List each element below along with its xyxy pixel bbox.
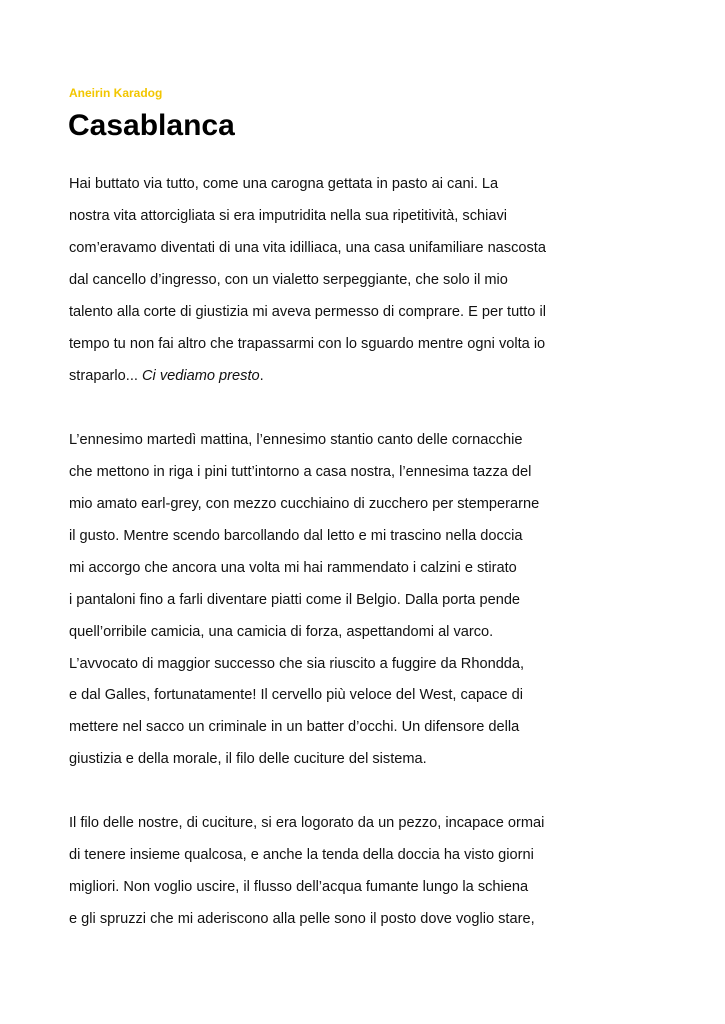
- author-name: Aneirin Karadog: [69, 86, 163, 100]
- paragraph-1-line-3: com’eravamo diventati di una vita idilliaca, una casa unifamiliare nascosta: [69, 240, 546, 256]
- paragraph-3-line-4: e gli spruzzi che mi aderiscono alla pelle sono il posto dove voglio stare,: [69, 911, 535, 927]
- paragraph-2-line-10: mettere nel sacco un criminale in un batter d’occhi. Un difensore della: [69, 719, 520, 735]
- italic-phrase: Ci vediamo presto: [142, 368, 260, 384]
- paragraph-1-line-5: talento alla corte di giustizia mi aveva permesso di comprare. E per tutto il: [69, 304, 546, 320]
- paragraph-3-line-2: di tenere insieme qualcosa, e anche la tenda della doccia ha visto giorni: [69, 847, 534, 863]
- paragraph-2-line-7: quell’orribile camicia, una camicia di forza, aspettandomi al varco.: [69, 624, 494, 640]
- paragraph-2-line-8: L’avvocato di maggior successo che sia riuscito a fuggire da Rhondda,: [69, 656, 525, 672]
- paragraph-3-line-3: migliori. Non voglio uscire, il flusso dell’acqua fumante lungo la schiena: [69, 879, 529, 895]
- paragraph-1-line-7: [69, 367, 264, 385]
- paragraph-1-line-2: nostra vita attorcigliata si era imputridita nella sua ripetitività, schiavi: [69, 208, 508, 224]
- paragraph-2-line-3: mio amato earl-grey, con mezzo cucchiaino di zucchero per stemperarne: [69, 496, 540, 512]
- paragraph-1-line-4: dal cancello d’ingresso, con un vialetto serpeggiante, che solo il mio: [69, 272, 508, 288]
- paragraph-1-line-7-prefix: straparlo...: [69, 368, 142, 384]
- paragraph-2-line-4: il gusto. Mentre scendo barcollando dal letto e mi trascino nella doccia: [69, 528, 523, 544]
- paragraph-1-line-6: tempo tu non fai altro che trapassarmi con lo sguardo mentre ogni volta io: [69, 336, 546, 352]
- paragraph-2-line-6: i pantaloni fino a farli diventare piatti come il Belgio. Dalla porta pende: [69, 592, 521, 608]
- paragraph-2-line-9: e dal Galles, fortunatamente! Il cervello più veloce del West, capace di: [69, 687, 524, 703]
- paragraph-1-line-7-suffix: .: [259, 368, 264, 384]
- paragraph-2-line-2: che mettono in riga i pini tutt’intorno a casa nostra, l’ennesima tazza del: [69, 464, 532, 480]
- paragraph-3-line-1: Il filo delle nostre, di cuciture, si era logorato da un pezzo, incapace ormai: [69, 815, 545, 831]
- page-title: Casablanca: [68, 109, 235, 142]
- paragraph-2-line-1: L’ennesimo martedì mattina, l’ennesimo stantio canto delle cornacchie: [69, 432, 523, 448]
- paragraph-2-line-11: giustizia e della morale, il filo delle cuciture del sistema.: [69, 751, 427, 767]
- paragraph-1-line-1: Hai buttato via tutto, come una carogna gettata in pasto ai cani. La: [69, 176, 499, 192]
- paragraph-2-line-5: mi accorgo che ancora una volta mi hai rammendato i calzini e stirato: [69, 560, 517, 576]
